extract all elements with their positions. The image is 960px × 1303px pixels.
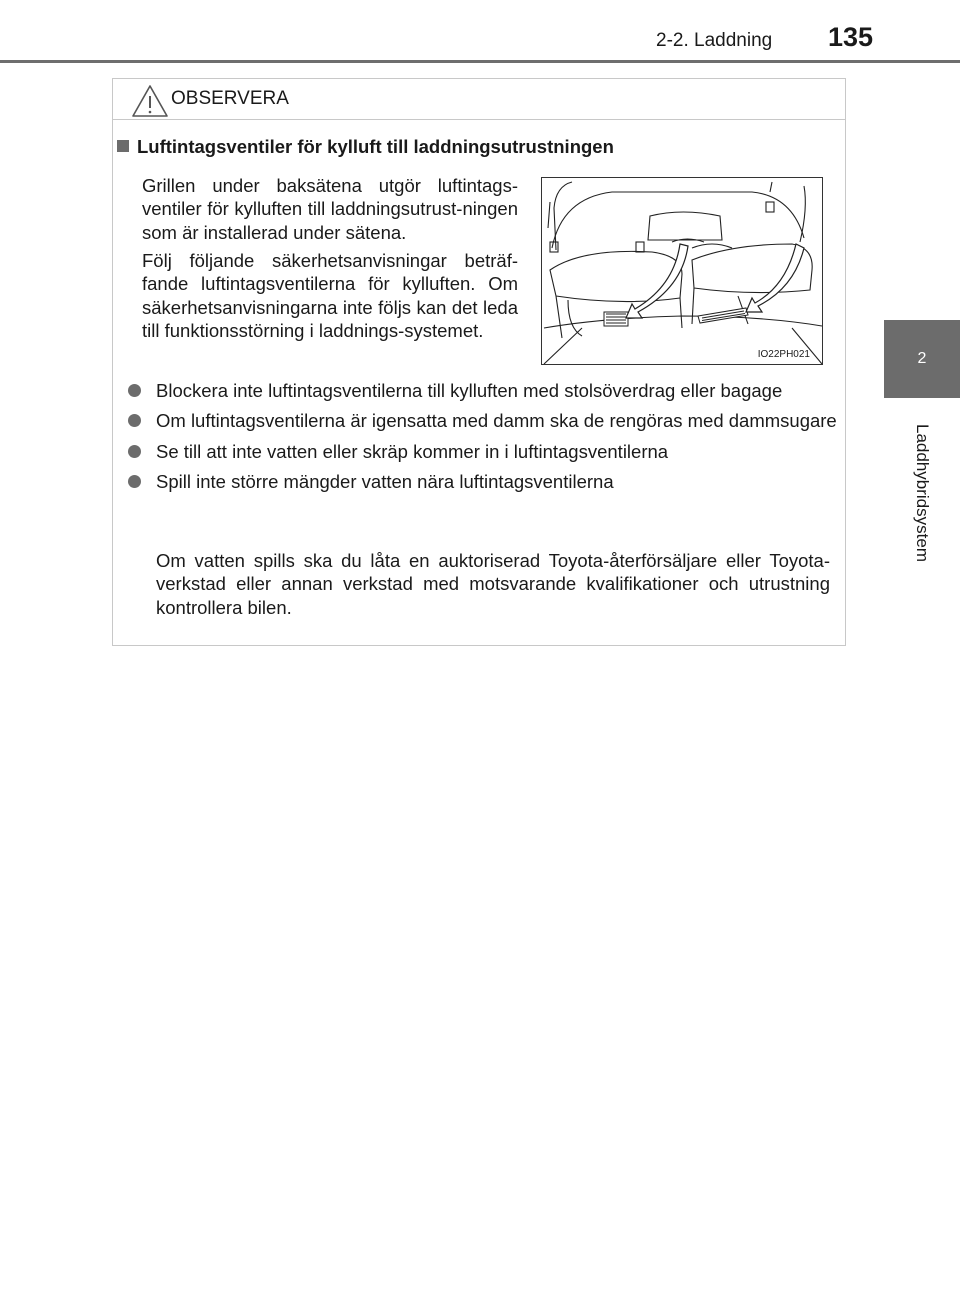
air-vent-right (698, 308, 748, 323)
round-bullet-icon (128, 384, 141, 397)
caution-header (113, 79, 845, 120)
figure-code: IO22PH021 (757, 349, 810, 360)
list-item: Blockera inte luftintagsventilerna till kylluften med stolsöverdrag eller bagage (123, 379, 839, 402)
section-heading-text: Luftintagsventiler för kylluft till laddningsutrustningen (137, 136, 614, 157)
square-bullet-icon (117, 140, 129, 152)
chapter-label-text: Laddhybridsystem (913, 424, 932, 562)
note-paragraph: Om vatten spills ska du låta en auktoriserad Toyota-återförsäljare eller Toyota-verkstad eller annan verkstad med motsvarande kvalifikationer och utrustning kontrollera bilen. (156, 550, 830, 618)
warning-triangle-icon (130, 83, 170, 119)
bullet-list (123, 379, 839, 500)
list-item: Se till att inte vatten eller skräp kommer in i luftintagsventilerna (123, 440, 839, 463)
round-bullet-icon (128, 414, 141, 427)
intro-paragraph-2: Följ följande säkerhetsanvisningar beträf-fande luftintagsventilerna för kylluften. Om säkerhetsanvisningarna inte följs kan det leda till funktionsstörning i laddnings-systemet. (142, 250, 518, 341)
list-item: Om luftintagsventilerna är igensatta med damm ska de rengöras med dammsugare (123, 409, 839, 432)
air-vent-left (604, 312, 628, 326)
round-bullet-icon (128, 475, 141, 488)
caution-title: OBSERVERA (171, 88, 289, 109)
section-heading (117, 136, 614, 158)
list-item: Spill inte större mängder vatten nära luftintagsventilerna (123, 470, 839, 493)
intro-paragraph-1: Grillen under baksätena utgör luftintags-ventiler för kylluften till laddningsutrust-ningen som är installerad under sätena. (142, 175, 518, 243)
rear-seat-illustration (541, 177, 823, 365)
round-bullet-icon (128, 445, 141, 458)
chapter-number: 2 (917, 350, 927, 367)
chapter-tab (884, 320, 960, 398)
chapter-label (884, 398, 960, 588)
rear-seat-drawing (542, 178, 823, 365)
header-rule (0, 60, 960, 63)
header-section-title: 2-2. Laddning (656, 30, 773, 51)
page-number: 135 (828, 22, 874, 52)
caution-box (112, 78, 846, 646)
